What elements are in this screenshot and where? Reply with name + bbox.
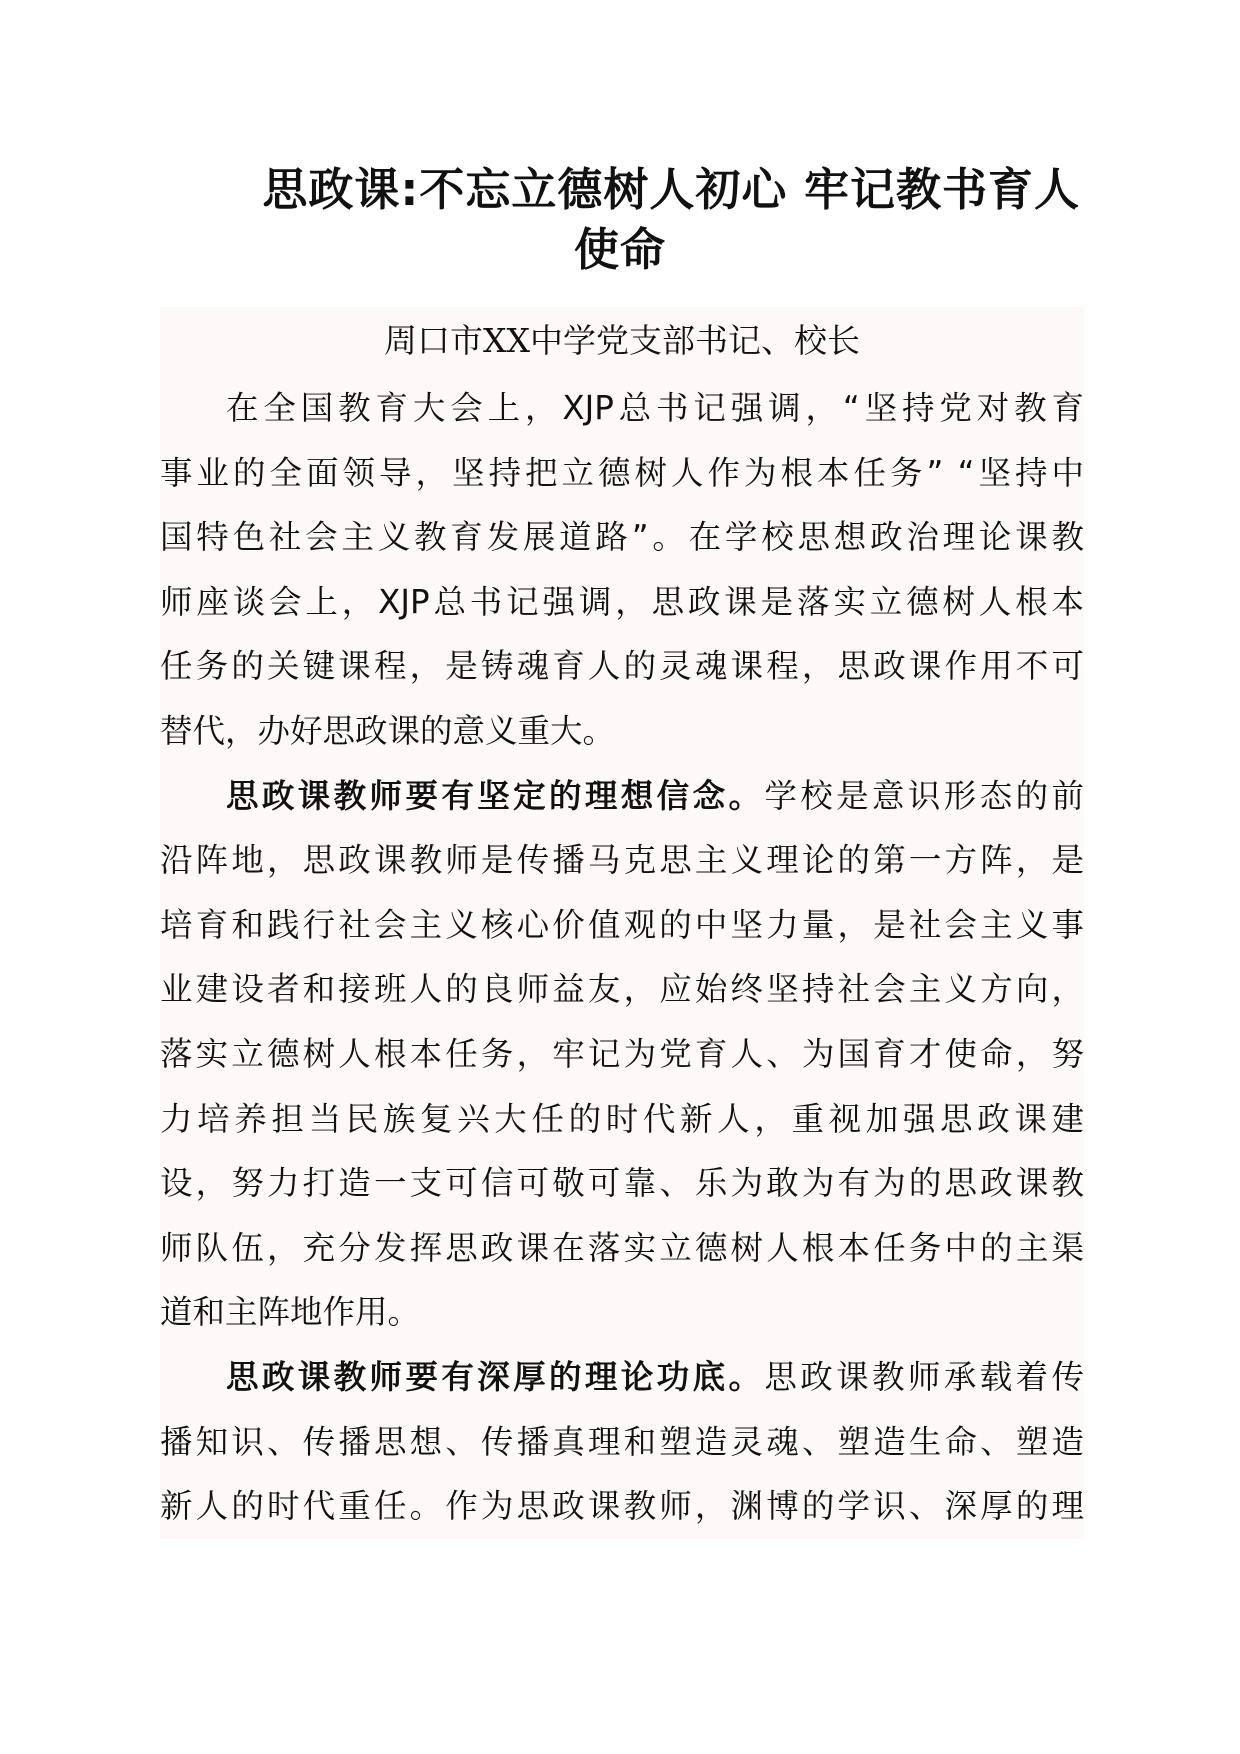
paragraph-line: 业建设者和接班人的良师益友，应始终坚持社会主义方向，: [160, 970, 1084, 1009]
paragraph-2: [160, 764, 1084, 1345]
paragraph-3: [160, 1345, 1084, 1539]
title-line-2: 使命: [573, 223, 666, 276]
body-text: [160, 376, 1084, 1539]
author-line: 周口市XX中学党支部书记、校长: [384, 321, 860, 360]
paragraph-line: 落实立德树人根本任务，牢记为党育人、为国育才使命，努: [160, 1034, 1084, 1073]
paragraph-first-line: [160, 764, 1084, 829]
paragraph-line: 播知识、传播思想、传播真理和塑造灵魂、塑造生命、塑造: [160, 1422, 1084, 1461]
paragraph-line: 事业的全面领导，坚持把立德树人作为根本任务” “坚持中: [160, 453, 1084, 492]
paragraph-lead: 思政课教师要有深厚的理论功底。: [226, 1357, 765, 1396]
paragraph-line: 师座谈会上，XJP总书记强调，思政课是落实立德树人根本: [160, 582, 1084, 621]
document-title: [160, 160, 1080, 280]
paragraph-line: 思政课教师承载着传: [764, 1357, 1084, 1396]
paragraph-1: [160, 376, 1084, 764]
paragraph-line: 道和主阵地作用。: [160, 1293, 421, 1332]
paragraph-line: 新人的时代重任。作为思政课教师，渊博的学识、深厚的理: [160, 1487, 1084, 1526]
paragraph-line: 替代，办好思政课的意义重大。: [160, 711, 616, 750]
paragraph-line: 任务的关键课程，是铸魂育人的灵魂课程，思政课作用不可: [160, 647, 1084, 686]
paragraph-line: 力培养担当民族复兴大任的时代新人，重视加强思政课建: [160, 1099, 1084, 1138]
paragraph-line: 学校是意识形态的前: [764, 776, 1084, 815]
paragraph-line: 国特色社会主义教育发展道路”。在学校思想政治理论课教: [160, 518, 1084, 557]
paragraph-line: 设，努力打造一支可信可敬可靠、乐为敢为有为的思政课教: [160, 1164, 1084, 1203]
title-line-1: 思政课:不忘立德树人初心 牢记教书育人: [262, 163, 1080, 216]
paragraph-line: 培育和践行社会主义核心价值观的中坚力量，是社会主义事: [160, 905, 1084, 944]
paragraph-line: 在全国教育大会上，XJP总书记强调，“坚持党对教育: [226, 389, 1084, 427]
paragraph-line: 沿阵地，思政课教师是传播马克思主义理论的第一方阵，是: [160, 841, 1084, 880]
paragraph-first-line: [160, 1345, 1084, 1410]
paragraph-line: 师队伍，充分发挥思政课在落实立德树人根本任务中的主渠: [160, 1228, 1084, 1267]
paragraph-lead: 思政课教师要有坚定的理想信念。: [226, 776, 765, 815]
